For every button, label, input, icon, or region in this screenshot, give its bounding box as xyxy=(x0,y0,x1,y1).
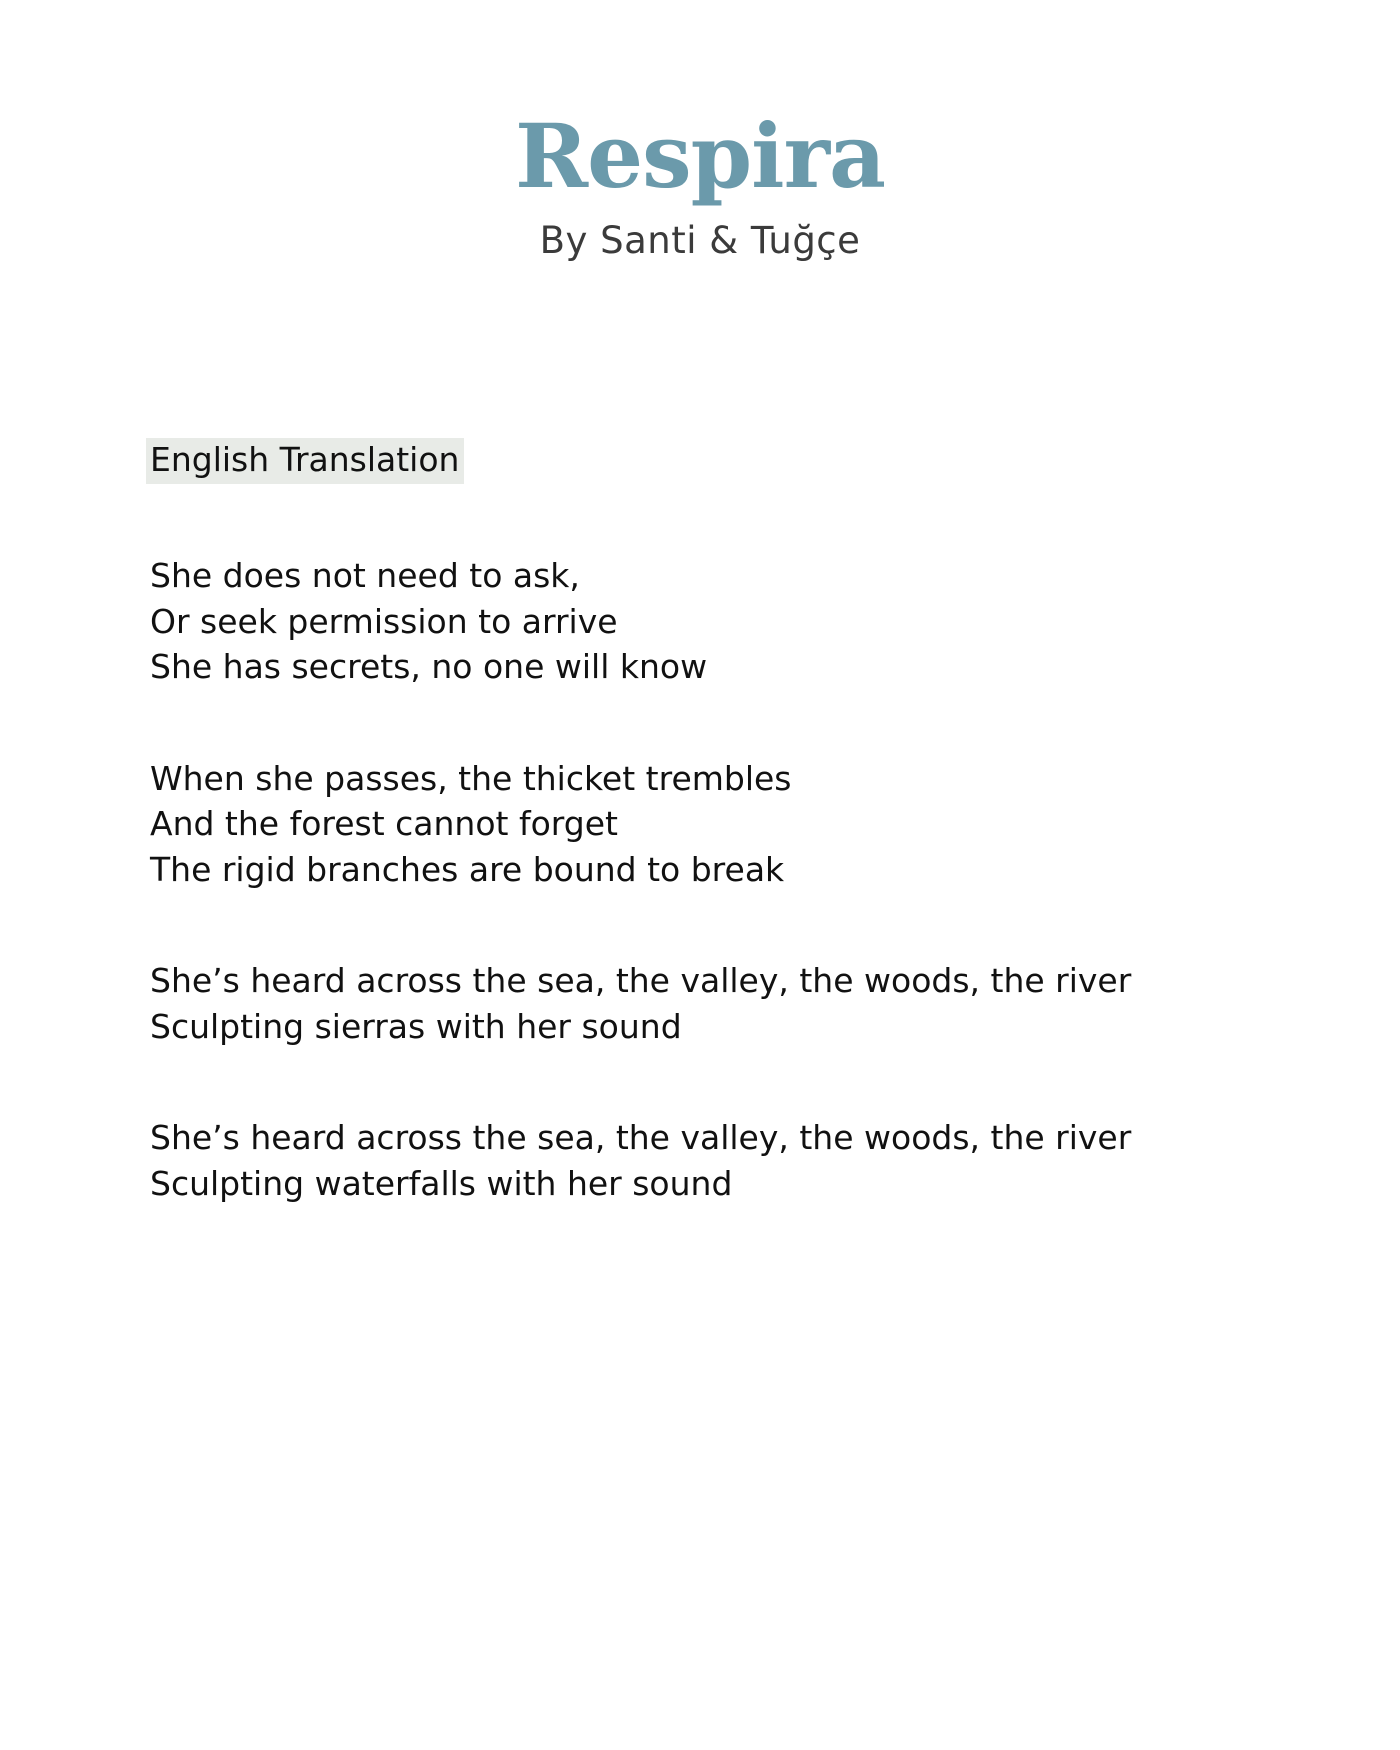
stanza-2 xyxy=(150,756,1300,893)
poem-line: When she passes, the thicket trembles xyxy=(150,758,792,798)
document-header xyxy=(0,104,1400,262)
byline: By Santi & Tuğçe xyxy=(539,219,861,262)
poem-line: She’s heard across the sea, the valley, the woods, the river xyxy=(150,1118,1132,1157)
stanza-1 xyxy=(150,553,1300,690)
section-label-container xyxy=(146,438,464,484)
stanza-3 xyxy=(150,958,1300,1049)
page-title: Respira xyxy=(514,104,885,208)
poem-line: Or seek permission to arrive xyxy=(150,601,618,641)
poem-line: She has secrets, no one will know xyxy=(150,647,708,686)
poem-line: The rigid branches are bound to break xyxy=(150,849,785,889)
poem-body xyxy=(150,553,1300,1272)
section-label: English Translation xyxy=(146,438,464,484)
stanza-4 xyxy=(150,1115,1300,1206)
poem-line: Sculpting sierras with her sound xyxy=(150,1006,682,1046)
poem-line: And the forest cannot forget xyxy=(150,804,618,843)
poem-line: She does not need to ask, xyxy=(150,556,580,595)
poem-line: Sculpting waterfalls with her sound xyxy=(150,1163,733,1203)
poem-line: She’s heard across the sea, the valley, the woods, the river xyxy=(150,961,1132,1000)
